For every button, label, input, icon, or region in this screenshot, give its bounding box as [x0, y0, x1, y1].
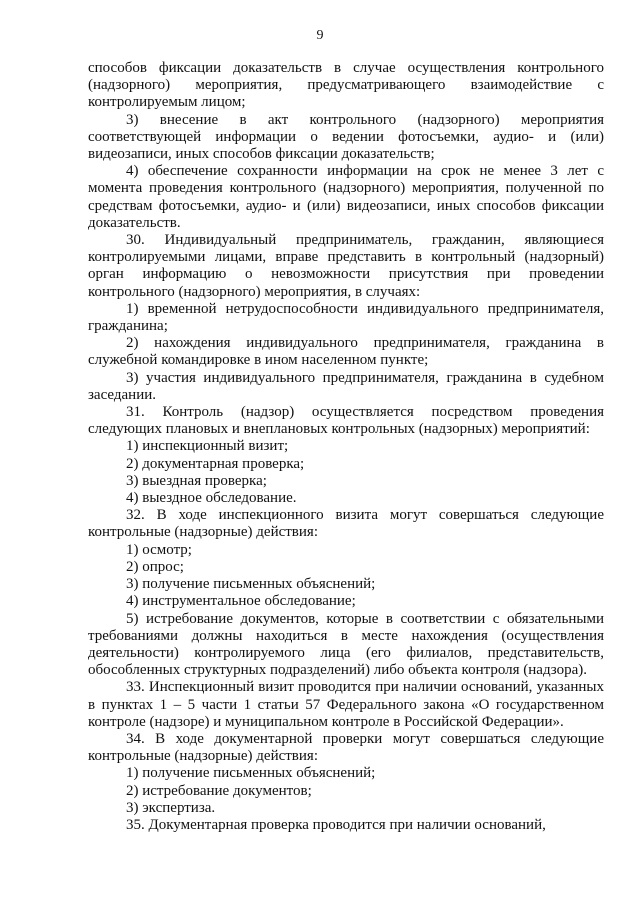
- clause-31-item-1: 1) инспекционный визит;: [126, 438, 289, 455]
- clause-34-item-1: 1) получение письменных объяснений;: [126, 765, 376, 782]
- clause-31: 31. Контроль (надзор) осуществляется посредством проведения следующих плановых и внеплановых контрольных (надзорных) мероприятий:: [88, 404, 604, 438]
- clause-31-item-2: 2) документарная проверка;: [126, 455, 305, 472]
- clause-31-item-3: 3) выездная проверка;: [126, 472, 267, 489]
- clause-32-item-2: 2) опрос;: [126, 558, 184, 575]
- clause-32-item-1: 1) осмотр;: [126, 541, 192, 558]
- clause-34-item-2: 2) истребование документов;: [126, 782, 312, 799]
- clause-30: 30. Индивидуальный предприниматель, гражданин, являющиеся контролируемыми лицами, вправе представить в контрольный (надзорный) орган информацию о невозможности присутствия при проведении контрольного (надзорного) мероприятия, в случаях:: [88, 232, 604, 300]
- list-item-4: 4) обеспечение сохранности информации на срок не менее 3 лет с момента проведения контрольного (надзорного) мероприятия, полученной по средствам фотосъемки, аудио- и (или) видеозаписи, иных способов фиксации доказательств.: [88, 163, 604, 231]
- document-body: [88, 60, 604, 834]
- clause-34: 34. В ходе документарной проверки могут совершаться следующие контрольные (надзорные) действия:: [88, 730, 604, 765]
- list-item-3: 3) внесение в акт контрольного (надзорного) мероприятия соответствующей информации о ведении фотосъемки, аудио- и (или) видеозаписи, иных способов фиксации доказательств;: [88, 111, 604, 163]
- page-number: 9: [316, 28, 324, 43]
- clause-32-item-4: 4) инструментальное обследование;: [126, 593, 356, 610]
- clause-30-item-2: 2) нахождения индивидуального предпринимателя, гражданина в служебной командировке в ином населенном пункте;: [88, 335, 604, 369]
- clause-35: 35. Документарная проверка проводится при наличии оснований,: [126, 816, 546, 833]
- clause-34-item-3: 3) экспертиза.: [126, 799, 216, 816]
- clause-31-item-4: 4) выездное обследование.: [126, 490, 297, 507]
- clause-32-item-3: 3) получение письменных объяснений;: [126, 576, 376, 593]
- clause-30-item-3: 3) участия индивидуального предпринимателя, гражданина в судебном заседании.: [88, 369, 604, 403]
- clause-32-item-5: 5) истребование документов, которые в соответствии с обязательными требованиями должны находиться в месте нахождения (осуществления деятельности) контролируемого лица (его филиалов, представительств, обособленных структурных подразделений) либо объекта контроля (надзора).: [88, 610, 604, 679]
- clause-32: 32. В ходе инспекционного визита могут совершаться следующие контрольные (надзорные) действия:: [88, 507, 604, 541]
- clause-30-item-1: 1) временной нетрудоспособности индивидуального предпринимателя, гражданина;: [88, 300, 604, 335]
- paragraph-continuation: способов фиксации доказательств в случае осуществления контрольного (надзорного) мероприятия, предусматривающего взаимодействие с контролируемым лицом;: [88, 60, 604, 111]
- clause-33: 33. Инспекционный визит проводится при наличии оснований, указанных в пунктах 1 – 5 части 1 статьи 57 Федерального закона «О государственном контроле (надзоре) и муниципальном контроле в Российской Федерации».: [88, 679, 604, 730]
